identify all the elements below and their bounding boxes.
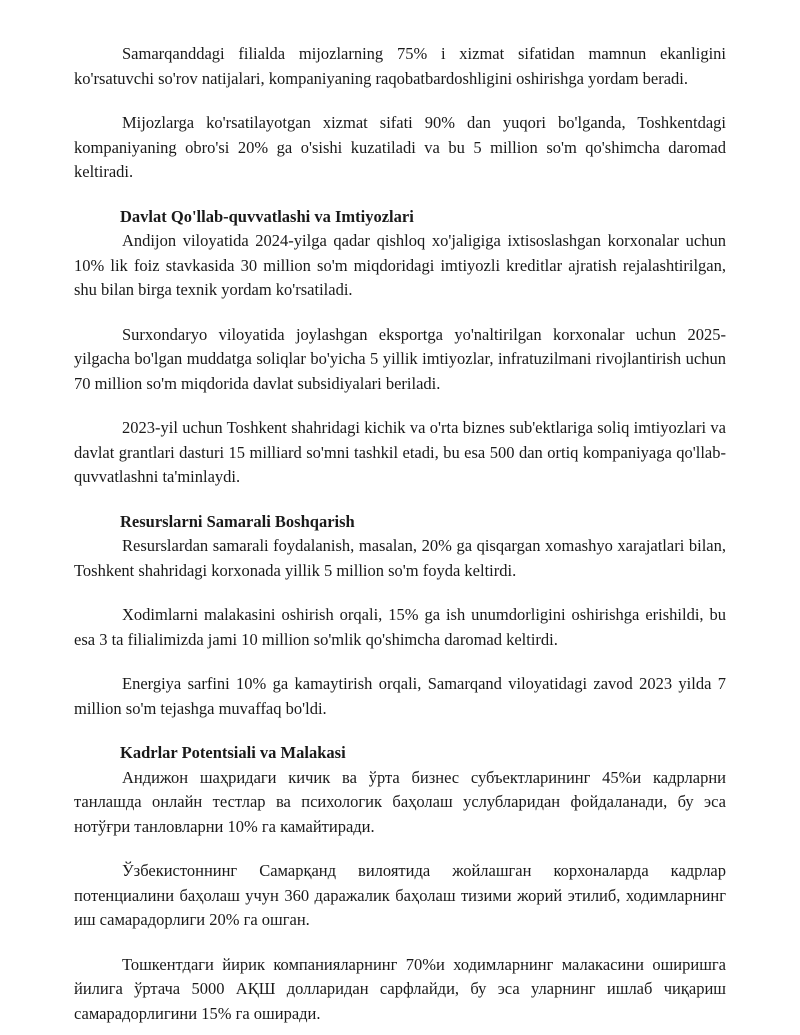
- paragraph: Surxondaryo viloyatida joylashgan eksportga yo'naltirilgan korxonalar uchun 2025-yilgacha bo'lgan muddatga soliqlar bo'yicha 5 yillik imtiyozlar, infratuzilmani rivojlantirish uchun 70 million so'm miqdorida davlat subsidiyalari beriladi.: [74, 324, 726, 393]
- paragraph: Mijozlarga ko'rsatilayotgan xizmat sifati 90% dan yuqori bo'lganda, Toshkentdagi kompaniyaning obro'si 20% ga o'sishi kuzatiladi va bu 5 million so'm qo'shimcha daromad keltiradi.: [74, 113, 726, 181]
- paragraph: Андижон шаҳридаги кичик ва ўрта бизнес субъектларининг 45%и кадрларни танлашда онлайн тестлар ва психологик баҳолаш услубларидан фойдаланади, бу эса нотўғри танловларни 10% га камайтиради.: [74, 767, 726, 836]
- paragraph: 2023-yil uchun Toshkent shahridagi kichik va o'rta biznes sub'ektlariga soliq imtiyozlari va davlat grantlari dasturi 15 milliard so'mni tashkil etadi, bu esa 500 dan ortiq kompaniyaga qo'llab-quvvatlashni ta'minlaydi.: [74, 418, 726, 486]
- section-heading: Davlat Qo'llab-quvvatlashi va Imtiyozlari: [120, 206, 414, 226]
- section-heading: Resurslarni Samarali Boshqarish: [120, 511, 355, 531]
- paragraph: Ўзбекистоннинг Самарқанд вилоятида жойлашган корхоналарда кадрлар потенциалини баҳолаш учун 360 даражалик баҳолаш тизими жорий этилиб, ходимларнинг иш самарадорлиги 20% га ошган.: [74, 861, 726, 929]
- paragraph: Samarqanddagi filialda mijozlarning 75% i xizmat sifatidan mamnun ekanligini ko'rsatuvchi so'rov natijalari, kompaniyaning raqobatbardoshligini oshirishga yordam beradi.: [74, 44, 726, 88]
- paragraph: Тошкентдаги йирик компанияларнинг 70%и ходимларнинг малакасини оширишга йилига ўртача 5000 АҚШ долларидан сарфлайди, бу эса уларнинг ишлаб чиқариш самарадорлигини 15% га оширади.: [74, 954, 726, 1023]
- document-page: [74, 42, 726, 1026]
- paragraph: Xodimlarni malakasini oshirish orqali, 15% ga ish unumdorligini oshirishga erishildi, bu esa 3 ta filialimizda jami 10 million so'mlik qo'shimcha daromad keltirdi.: [74, 605, 726, 649]
- paragraph: Andijon viloyatida 2024-yilga qadar qishloq xo'jaligiga ixtisoslashgan korxonalar uchun 10% lik foiz stavkasida 30 million so'm miqdoridagi imtiyozli kreditlar ajratish rejalashtirilgan, shu bilan birga texnik yordam ko'rsatiladi.: [74, 231, 726, 299]
- paragraph: Resurslardan samarali foydalanish, masalan, 20% ga qisqargan xomashyo xarajatlari bilan, Toshkent shahridagi korxonada yillik 5 million so'm foyda keltirdi.: [74, 536, 726, 580]
- section-heading: Kadrlar Potentsiali va Malakasi: [120, 743, 346, 762]
- paragraph: Energiya sarfini 10% ga kamaytirish orqali, Samarqand viloyatidagi zavod 2023 yilda 7 million so'm tejashga muvaffaq bo'ldi.: [74, 674, 726, 718]
